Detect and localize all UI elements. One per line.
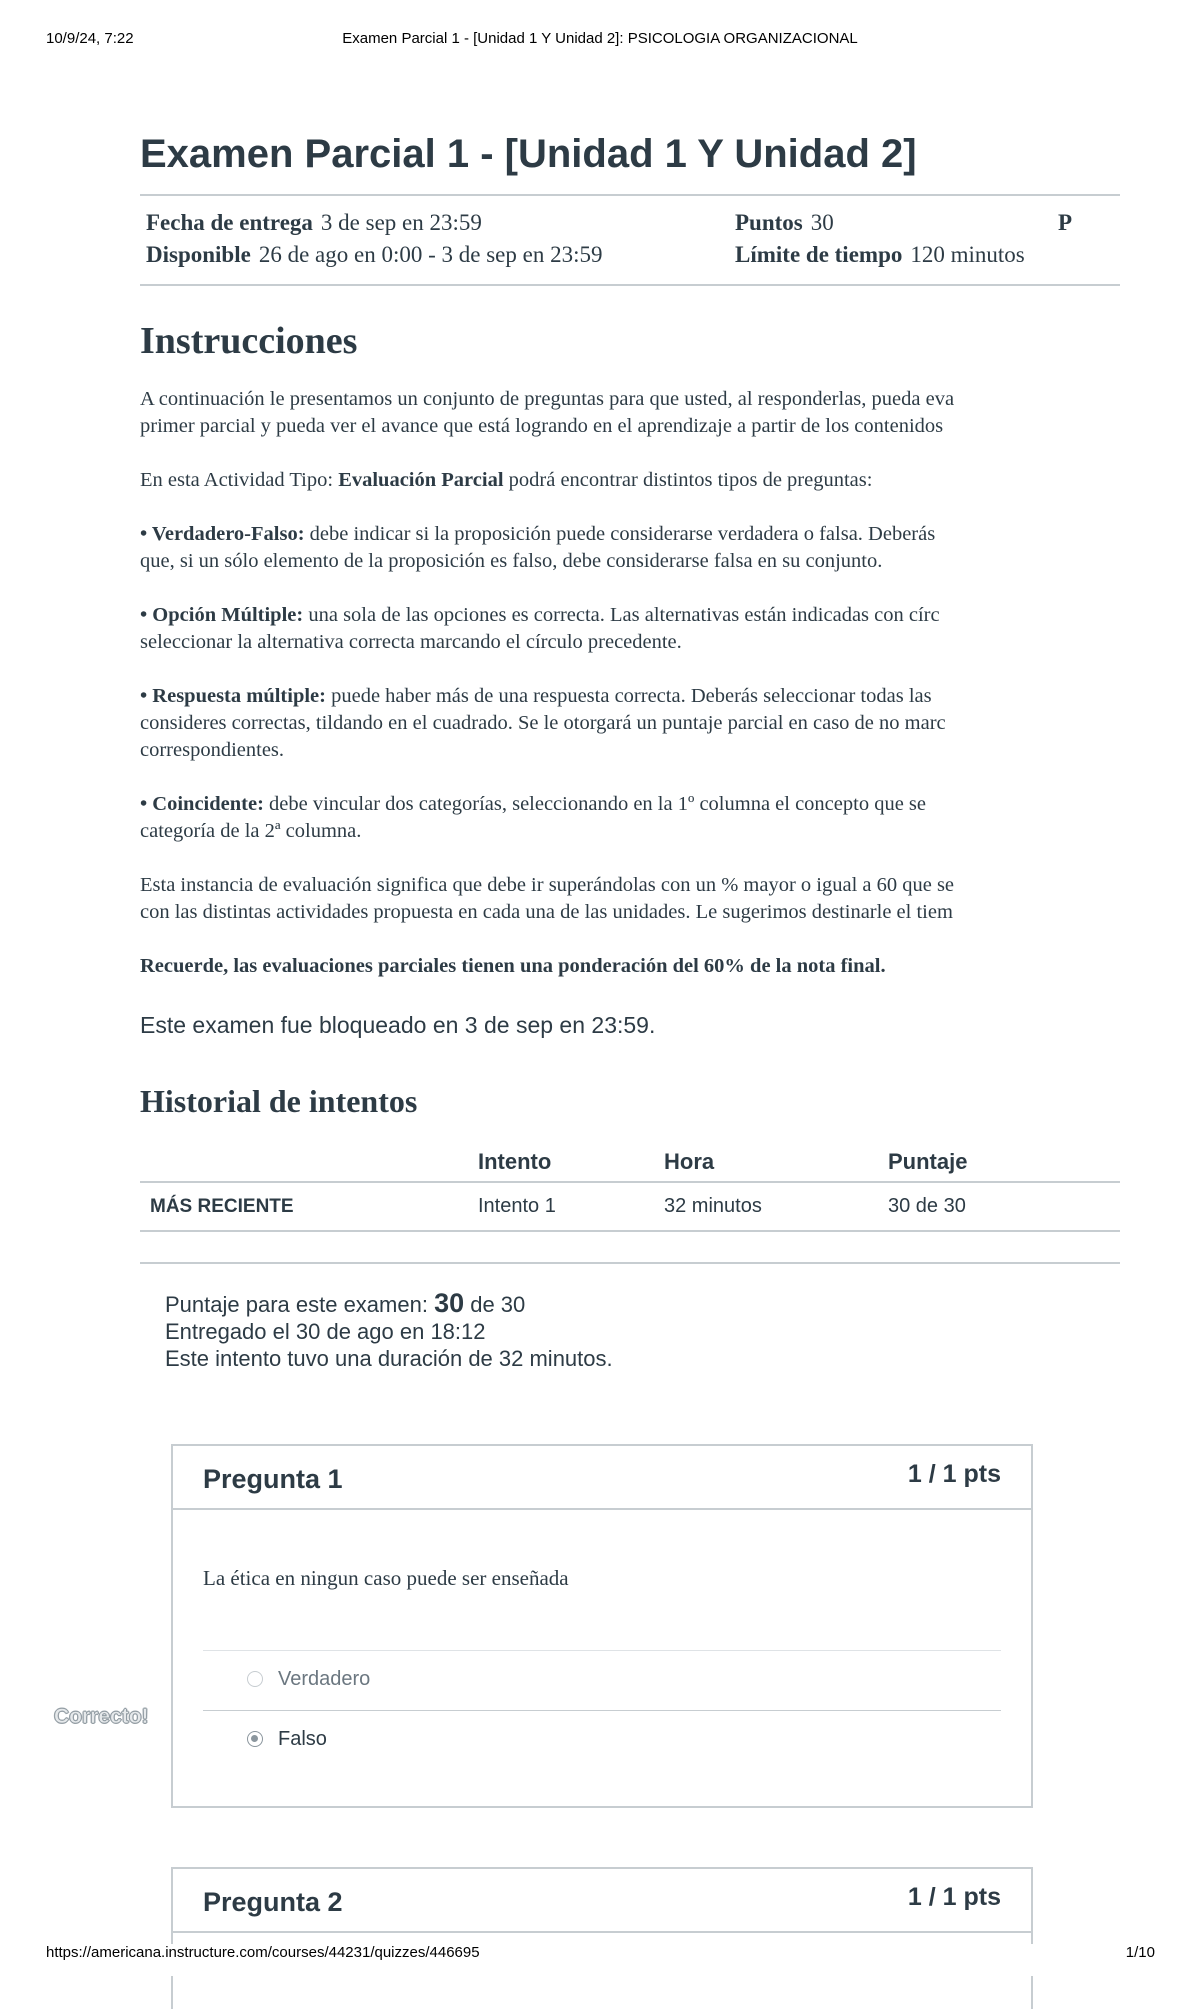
bullet-title: • Verdadero-Falso:	[140, 523, 305, 545]
question-body	[173, 1510, 1031, 1770]
attempt-score: 30 de 30	[878, 1182, 1120, 1231]
evaluation-note	[140, 872, 1070, 926]
duration-line: Este intento tuvo una duración de 32 minutos.	[165, 1346, 613, 1371]
column-header	[140, 1143, 468, 1182]
text-line: puede haber más de una respuesta correcta. Deberás seleccionar todas las	[325, 685, 932, 707]
due-date	[146, 210, 482, 236]
due-date-label: Fecha de entrega	[146, 210, 313, 235]
cut-label	[1058, 210, 1080, 236]
points-value: 30	[810, 210, 834, 235]
table-row	[140, 1182, 1120, 1231]
score-suffix: de 30	[464, 1292, 526, 1317]
answer-option-selected	[203, 1711, 1001, 1770]
attempt-history-table	[140, 1143, 1120, 1232]
print-footer	[0, 1944, 1200, 1976]
time-limit	[735, 242, 1025, 268]
instructions-heading: Instrucciones	[140, 320, 358, 362]
activity-type	[140, 467, 1070, 494]
weighting-reminder	[140, 953, 1070, 980]
question-text: La ética en ningun caso puede ser enseñada	[203, 1510, 1001, 1651]
bullet-multiple-choice	[140, 602, 1070, 656]
quiz-details	[140, 194, 1120, 286]
print-url: https://americana.instructure.com/courses/44231/quizzes/446695	[46, 1944, 480, 1961]
text-line: podrá encontrar distintos tipos de preguntas:	[503, 469, 873, 491]
answer-label: Falso	[278, 1728, 327, 1750]
score-prefix: Puntaje para este examen:	[165, 1292, 435, 1317]
activity-type-bold: Evaluación Parcial	[338, 469, 504, 491]
radio-unselected-icon	[247, 1671, 263, 1687]
points-label: Puntos	[735, 210, 803, 235]
bullet-title: • Respuesta múltiple:	[140, 685, 326, 707]
text-line: En esta Actividad Tipo:	[140, 469, 339, 491]
attempt-history-heading: Historial de intentos	[140, 1083, 418, 1119]
attempt-summary	[165, 1290, 1070, 1372]
text-line: seleccionar la alternativa correcta marcando el círculo precedente.	[140, 631, 682, 653]
time-limit-value: 120 minutos	[910, 242, 1025, 267]
text-line: consideres correctas, tildando en el cuadrado. Se le otorgará un puntaje parcial en caso de no marc	[140, 712, 946, 734]
text-line: categoría de la 2ª columna.	[140, 820, 362, 842]
print-datetime: 10/9/24, 7:22	[46, 30, 134, 47]
question-header	[173, 1446, 1031, 1510]
question-points: 1 / 1 pts	[907, 1883, 1001, 1911]
question-name: Pregunta 2	[203, 1887, 343, 1917]
score-value: 30	[434, 1288, 465, 1318]
most-recent-label: MÁS RECIENTE	[140, 1182, 468, 1231]
question-points: 1 / 1 pts	[907, 1460, 1001, 1488]
quiz-title: Examen Parcial 1 - [Unidad 1 Y Unidad 2]	[140, 132, 917, 176]
due-date-value: 3 de sep en 23:59	[320, 210, 482, 235]
column-header-attempt: Intento	[468, 1143, 654, 1182]
text-line: con las distintas actividades propuesta en cada una de las unidades. Le sugerimos destinarle el tiem	[140, 901, 953, 923]
weighting-reminder-text: Recuerde, las evaluaciones parciales tienen una ponderación del 60% de la nota final.	[140, 955, 886, 977]
bullet-matching	[140, 791, 1070, 845]
question-name: Pregunta 1	[203, 1464, 343, 1494]
print-page-number: 1/10	[1125, 1944, 1155, 1961]
text-line: debe vincular dos categorías, seleccionando en la 1º columna el concepto que se	[263, 793, 927, 815]
text-line: correspondientes.	[140, 739, 285, 761]
radio-selected-icon	[247, 1731, 263, 1747]
divider	[140, 1262, 1120, 1264]
answer-option	[203, 1651, 1001, 1711]
text-line: debe indicar si la proposición puede considerarse verdadera o falsa. Deberás	[304, 523, 936, 545]
available-value: 26 de ago en 0:00 - 3 de sep en 23:59	[258, 242, 603, 267]
column-header-score: Puntaje	[878, 1143, 1120, 1182]
column-header-time: Hora	[654, 1143, 878, 1182]
print-page-title: Examen Parcial 1 - [Unidad 1 Y Unidad 2]: PSICOLOGIA ORGANIZACIONAL	[342, 30, 858, 47]
question-2	[171, 1867, 1033, 2009]
points	[735, 210, 834, 236]
table-header-row	[140, 1143, 1120, 1182]
attempt-link[interactable]: Intento 1	[468, 1182, 654, 1231]
available-label: Disponible	[146, 242, 251, 267]
score-line	[165, 1290, 1070, 1318]
correct-answer-flag: Correcto!	[54, 1705, 149, 1728]
locked-notice: Este examen fue bloqueado en 3 de sep en 23:59.	[140, 1012, 656, 1038]
question-header	[173, 1869, 1031, 1933]
attempt-time: 32 minutos	[654, 1182, 878, 1231]
instructions-intro	[140, 386, 1070, 440]
submitted-line: Entregado el 30 de ago en 18:12	[165, 1319, 486, 1344]
bullet-multiple-answer	[140, 683, 1070, 764]
text-line: A continuación le presentamos un conjunto de preguntas para que usted, al responderlas, pueda eva	[140, 388, 955, 410]
available	[146, 242, 602, 268]
bullet-title: • Coincidente:	[140, 793, 264, 815]
text-line: una sola de las opciones es correcta. Las alternativas están indicadas con círc	[303, 604, 940, 626]
time-limit-label: Límite de tiempo	[735, 242, 903, 267]
bullet-true-false	[140, 521, 1070, 575]
text-line: primer parcial y pueda ver el avance que está logrando en el aprendizaje a partir de los contenidos	[140, 415, 944, 437]
quiz-content	[140, 124, 1073, 1372]
bullet-title: • Opción Múltiple:	[140, 604, 304, 626]
question-1	[171, 1444, 1033, 1808]
answer-label: Verdadero	[278, 1668, 371, 1690]
instructions	[140, 316, 1070, 980]
questions-label: P	[1058, 210, 1073, 235]
text-line: Esta instancia de evaluación significa que debe ir superándolas con un % mayor o igual a 60 que se	[140, 874, 955, 896]
text-line: que, si un sólo elemento de la proposición es falso, debe considerarse falsa en su conjunto.	[140, 550, 883, 572]
